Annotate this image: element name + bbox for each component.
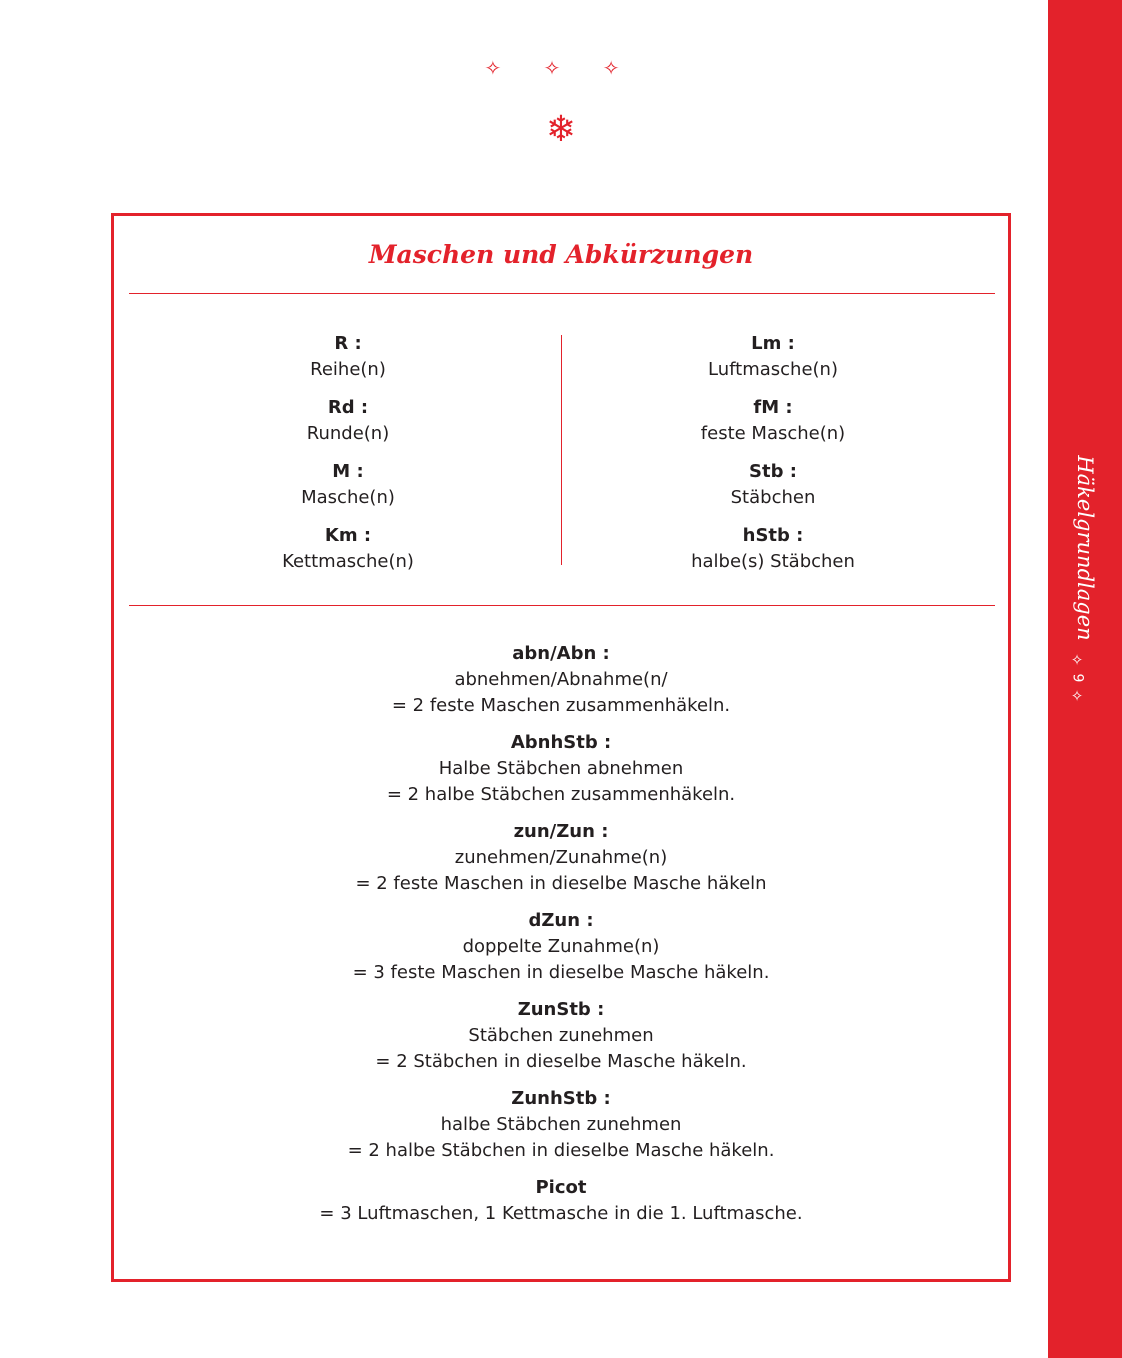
explanation: = 2 feste Maschen zusammenhäkeln. (391, 695, 731, 716)
term: Km : (324, 525, 372, 546)
abbreviation-entry (114, 819, 1008, 897)
term: dZun : (528, 910, 594, 931)
definition: halbe Stäbchen zunehmen (440, 1114, 682, 1135)
explanation: = 3 feste Maschen in dieselbe Masche häkeln. (352, 962, 770, 983)
definition: Halbe Stäbchen abnehmen (438, 758, 684, 779)
abbreviation-entry (114, 1175, 1008, 1227)
sparkle-icon: ✧ (1070, 651, 1084, 669)
page-number-block (1063, 651, 1091, 705)
term: abn/Abn : (512, 643, 610, 664)
explanation: = 2 halbe Stäbchen zusammenhäkeln. (386, 784, 736, 805)
abbreviation-entry (198, 459, 498, 511)
term: ZunhStb : (511, 1088, 611, 1109)
term: R : (334, 333, 362, 354)
explanation: = 2 feste Maschen in dieselbe Masche häkeln (355, 873, 767, 894)
page-number: 9 (1068, 673, 1085, 683)
abbreviation-entry (114, 1086, 1008, 1164)
definition: Masche(n) (301, 487, 395, 508)
abbreviation-entry (198, 395, 498, 447)
abbreviation-entry (114, 908, 1008, 986)
abbreviation-entry (623, 395, 923, 447)
explanation: = 3 Luftmaschen, 1 Kettmasche in die 1. Luftmasche. (319, 1203, 803, 1224)
term: zun/Zun : (513, 821, 609, 842)
definition: halbe(s) Stäbchen (691, 551, 855, 572)
divider-top (129, 293, 995, 294)
definition: Luftmasche(n) (708, 359, 838, 380)
abbreviation-entry (623, 331, 923, 383)
column-divider (561, 335, 562, 565)
sparkle-icon: ✧ (1070, 687, 1084, 705)
snowflake-icon: ❄ (545, 109, 577, 150)
definition: Kettmasche(n) (282, 551, 414, 572)
box-title: Maschen und Abkürzungen (368, 240, 754, 269)
term: AbnhStb : (510, 732, 612, 753)
abbreviation-entry (114, 997, 1008, 1075)
term: ZunStb : (517, 999, 605, 1020)
abbreviations-box (111, 213, 1011, 1282)
definition: Stäbchen (730, 487, 816, 508)
explanation: = 2 Stäbchen in dieselbe Masche häkeln. (375, 1051, 747, 1072)
sparkle-ornament: ✧ ✧ ✧ (484, 56, 638, 80)
explanation: = 2 halbe Stäbchen in dieselbe Masche häkeln. (347, 1140, 775, 1161)
abbreviation-entry (623, 523, 923, 575)
term: hStb : (742, 525, 804, 546)
abbreviation-entry (198, 331, 498, 383)
section-title: Häkelgrundlagen (1073, 455, 1097, 641)
term: Picot (535, 1177, 587, 1198)
abbreviation-entry (623, 459, 923, 511)
abbreviation-entry (198, 523, 498, 575)
term: Rd : (327, 397, 369, 418)
definition: Reihe(n) (310, 359, 386, 380)
definition: doppelte Zunahme(n) (462, 936, 660, 957)
term: M : (332, 461, 364, 482)
definition: Stäbchen zunehmen (468, 1025, 654, 1046)
term: Stb : (749, 461, 797, 482)
abbreviation-entry (114, 641, 1008, 719)
left-column (198, 331, 498, 587)
definition: Runde(n) (306, 423, 390, 444)
term: Lm : (751, 333, 795, 354)
right-column (623, 331, 923, 587)
definition: zunehmen/Zunahme(n) (454, 847, 668, 868)
term: fM : (753, 397, 793, 418)
lower-entries (114, 641, 1008, 1238)
definition: feste Masche(n) (700, 423, 846, 444)
abbreviation-entry (114, 730, 1008, 808)
definition: abnehmen/Abnahme(n/ (454, 669, 668, 690)
divider-bottom (129, 605, 995, 606)
